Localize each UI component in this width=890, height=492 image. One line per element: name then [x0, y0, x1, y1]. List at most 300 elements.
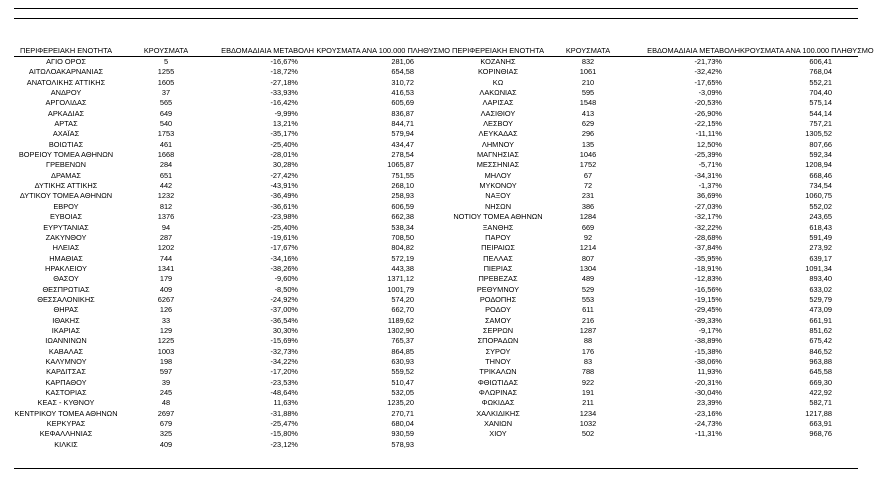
cases-per-100k-cell: 510,47	[391, 377, 414, 387]
table-row	[14, 243, 450, 253]
cases-cell: 1202	[157, 243, 175, 253]
header-rule	[14, 18, 858, 19]
cases-cell: 1548	[579, 98, 597, 108]
region-name-cell: ΒΟΙΩΤΙΑΣ	[48, 139, 84, 149]
weekly-change-cell: -32,22%	[694, 222, 722, 232]
table-row	[450, 243, 858, 253]
cases-cell: 2697	[157, 408, 175, 418]
table-row	[450, 212, 858, 222]
weekly-change-cell: -34,31%	[694, 170, 722, 180]
column-header-cases: ΚΡΟΥΣΜΑΤΑ	[143, 46, 189, 55]
region-name-cell: ΡΕΘΥΜΝΟΥ	[476, 284, 520, 294]
region-name-cell: ΚΕΝΤΡΙΚΟΥ ΤΟΜΕΑ ΑΘΗΝΩΝ	[14, 408, 118, 418]
cases-cell: 540	[159, 119, 173, 129]
weekly-change-cell: -36,61%	[270, 201, 298, 211]
weekly-change-cell: -28,68%	[694, 232, 722, 242]
weekly-change-cell: -38,06%	[694, 356, 722, 366]
cases-per-100k-cell: 618,43	[809, 222, 832, 232]
cases-per-100k-cell: 1189,62	[387, 315, 414, 325]
cases-cell: 1061	[579, 67, 597, 77]
region-name-cell: ΚΕΑΣ - ΚΥΘΝΟΥ	[37, 398, 95, 408]
table-row	[14, 67, 450, 77]
cases-cell: 33	[161, 315, 171, 325]
weekly-change-cell: -34,16%	[270, 253, 298, 263]
region-name-cell: ΘΗΡΑΣ	[53, 305, 79, 315]
weekly-change-cell: -15,69%	[270, 336, 298, 346]
region-name-cell: ΛΑΣΙΘΙΟΥ	[480, 108, 516, 118]
cases-per-100k-cell: 578,93	[391, 439, 414, 449]
cases-cell: 502	[581, 429, 595, 439]
table-row	[450, 233, 858, 243]
weekly-change-cell: 30,30%	[272, 325, 298, 335]
weekly-change-cell: -39,33%	[694, 315, 722, 325]
cases-per-100k-cell: 1235,20	[387, 398, 414, 408]
region-name-cell: ΣΕΡΡΩΝ	[482, 325, 514, 335]
cases-per-100k-cell: 680,04	[391, 419, 414, 429]
cases-cell: 442	[159, 181, 173, 191]
cases-per-100k-cell: 605,69	[391, 98, 414, 108]
column-header-weekly-change: ΕΒΔΟΜΑΔΙΑΙΑ ΜΕΤΑΒΟΛΗ	[647, 46, 740, 55]
cases-per-100k-cell: 661,91	[809, 315, 832, 325]
cases-cell: 72	[583, 181, 593, 191]
cases-per-100k-cell: 663,91	[809, 419, 832, 429]
region-name-cell: ΦΘΙΩΤΙΔΑΣ	[477, 377, 519, 387]
region-name-cell: ΠΑΡΟΥ	[485, 232, 511, 242]
table-row	[14, 140, 450, 150]
weekly-change-cell: -21,73%	[694, 57, 722, 66]
table-row	[450, 336, 858, 346]
weekly-change-cell: -22,15%	[694, 119, 722, 129]
cases-per-100k-cell: 768,04	[809, 67, 832, 77]
table-row	[450, 274, 858, 284]
cases-cell: 231	[581, 191, 595, 201]
weekly-change-cell: -19,61%	[270, 232, 298, 242]
table-row	[450, 367, 858, 377]
cases-cell: 1003	[157, 346, 175, 356]
weekly-change-cell: -16,42%	[270, 98, 298, 108]
region-name-cell: ΚΕΦΑΛΛΗΝΙΑΣ	[39, 429, 93, 439]
table-row	[14, 336, 450, 346]
cases-cell: 386	[581, 201, 595, 211]
weekly-change-cell: -1,37%	[698, 181, 722, 191]
weekly-change-cell: -9,99%	[274, 108, 298, 118]
weekly-change-cell: -25,39%	[694, 150, 722, 160]
region-name-cell: ΑΧΑΪΑΣ	[52, 129, 80, 139]
column-header-cases-per-100k: ΚΡΟΥΣΜΑΤΑ ΑΝΑ 100.000 ΠΛΗΘΥΣΜΟ	[740, 46, 874, 55]
cases-cell: 1753	[157, 129, 175, 139]
cases-cell: 611	[582, 305, 594, 315]
weekly-change-cell: -23,16%	[694, 408, 722, 418]
weekly-change-cell: -25,47%	[270, 419, 298, 429]
table-row	[450, 285, 858, 295]
cases-per-100k-cell: 575,14	[809, 98, 832, 108]
weekly-change-cell: -12,83%	[694, 274, 722, 284]
table-row	[14, 160, 450, 170]
table-row	[450, 119, 858, 129]
cases-cell: 807	[581, 253, 595, 263]
table-row	[450, 88, 858, 98]
cases-per-100k-cell: 844,71	[391, 119, 414, 129]
region-name-cell: ΑΝΔΡΟΥ	[50, 88, 82, 98]
left-header-row	[14, 46, 450, 57]
cases-per-100k-cell: 1060,75	[805, 191, 832, 201]
region-name-cell: ΠΕΙΡΑΙΩΣ	[481, 243, 515, 253]
region-name-cell: ΠΡΕΒΕΖΑΣ	[478, 274, 518, 284]
table-row	[450, 295, 858, 305]
weekly-change-cell: -32,73%	[270, 346, 298, 356]
cases-cell: 129	[159, 325, 173, 335]
table-row	[14, 295, 450, 305]
table-row	[14, 316, 450, 326]
table-row	[14, 57, 450, 68]
region-name-cell: ΧΑΛΚΙΔΙΚΗΣ	[476, 408, 520, 418]
table-row	[450, 357, 858, 367]
table-row	[14, 129, 450, 139]
cases-per-100k-cell: 572,19	[391, 253, 414, 263]
cases-cell: 1032	[579, 419, 597, 429]
region-name-cell: ΜΕΣΣΗΝΙΑΣ	[476, 160, 520, 170]
weekly-change-cell: -9,17%	[698, 325, 722, 335]
cases-per-100k-cell: 1091,34	[805, 263, 832, 273]
weekly-change-cell: -35,17%	[270, 129, 298, 139]
table-row	[450, 409, 858, 419]
region-name-cell: ΔΥΤΙΚΟΥ ΤΟΜΕΑ ΑΘΗΝΩΝ	[19, 191, 113, 201]
cases-per-100k-cell: 606,59	[391, 201, 414, 211]
cases-cell: 409	[159, 439, 173, 449]
region-name-cell: ΑΓΙΟ ΟΡΟΣ	[46, 57, 86, 66]
table-row	[14, 274, 450, 284]
cases-cell: 126	[159, 305, 173, 315]
weekly-change-cell: -35,95%	[694, 253, 722, 263]
weekly-change-cell: -15,38%	[694, 346, 722, 356]
weekly-change-cell: -15,80%	[270, 429, 298, 439]
cases-cell: 210	[581, 77, 595, 87]
cases-cell: 1668	[157, 150, 175, 160]
weekly-change-cell: -20,31%	[694, 377, 722, 387]
cases-cell: 325	[159, 429, 173, 439]
cases-cell: 1225	[157, 336, 175, 346]
table-row	[14, 181, 450, 191]
table-row	[14, 409, 450, 419]
cases-per-100k-cell: 669,30	[809, 377, 832, 387]
cases-cell: 245	[159, 388, 173, 397]
region-name-cell: ΕΒΡΟΥ	[53, 201, 79, 211]
weekly-change-cell: -9,60%	[274, 274, 298, 284]
region-name-cell: ΒΟΡΕΙΟΥ ΤΟΜΕΑ ΑΘΗΝΩΝ	[18, 150, 114, 160]
region-name-cell: ΚΑΡΔΙΤΣΑΣ	[46, 367, 86, 377]
region-name-cell: ΜΥΚΟΝΟΥ	[479, 181, 517, 191]
region-name-cell: ΓΡΕΒΕΝΩΝ	[46, 160, 86, 170]
cases-cell: 92	[583, 232, 593, 242]
table-row	[450, 326, 858, 336]
table-row	[450, 171, 858, 181]
table-row	[450, 67, 858, 77]
weekly-change-cell: 30,28%	[272, 160, 298, 170]
region-name-cell: ΦΩΚΙΔΑΣ	[481, 398, 515, 408]
table-row	[450, 223, 858, 233]
cases-cell: 1214	[579, 243, 597, 253]
weekly-change-cell: -24,92%	[270, 294, 298, 304]
region-name-cell: ΣΑΜΟΥ	[484, 315, 512, 325]
region-name-cell: ΚΑΡΠΑΘΟΥ	[45, 377, 87, 387]
weekly-change-cell: -16,67%	[270, 57, 298, 66]
cases-cell: 529	[581, 284, 595, 294]
cases-per-100k-cell: 582,71	[809, 398, 832, 408]
cases-cell: 409	[159, 284, 173, 294]
weekly-change-cell: -27,18%	[270, 77, 298, 87]
cases-per-100k-cell: 592,34	[809, 150, 832, 160]
cases-per-100k-cell: 968,76	[809, 429, 832, 439]
cases-per-100k-cell: 1371,12	[387, 274, 414, 284]
region-name-cell: ΔΡΑΜΑΣ	[51, 170, 81, 180]
region-name-cell: ΤΗΝΟΥ	[485, 356, 511, 366]
right-table-panel	[450, 46, 874, 440]
weekly-change-cell: 36,69%	[696, 191, 722, 201]
cases-per-100k-cell: 751,55	[391, 170, 414, 180]
table-row	[450, 378, 858, 388]
cases-cell: 461	[159, 139, 173, 149]
cases-cell: 1046	[579, 150, 597, 160]
cases-per-100k-cell: 1217,88	[805, 408, 832, 418]
cases-cell: 284	[159, 160, 173, 170]
cases-cell: 812	[159, 201, 173, 211]
cases-per-100k-cell: 552,21	[809, 77, 832, 87]
cases-cell: 39	[161, 377, 171, 387]
region-name-cell: ΙΘΑΚΗΣ	[52, 315, 80, 325]
cases-cell: 1304	[579, 263, 597, 273]
weekly-change-cell: -18,72%	[270, 67, 298, 77]
cases-per-100k-cell: 1208,94	[805, 160, 832, 170]
cases-per-100k-cell: 422,92	[809, 388, 832, 397]
weekly-change-cell: -48,64%	[270, 388, 298, 397]
cases-per-100k-cell: 591,49	[809, 232, 832, 242]
region-name-cell: ΑΙΤΩΛΟΑΚΑΡΝΑΝΙΑΣ	[28, 67, 104, 77]
weekly-change-cell: -17,67%	[270, 243, 298, 253]
weekly-change-cell: -24,73%	[694, 419, 722, 429]
region-name-cell: ΝΑΞΟΥ	[485, 191, 511, 201]
cases-per-100k-cell: 434,47	[391, 139, 414, 149]
cases-per-100k-cell: 804,82	[391, 243, 414, 253]
region-name-cell: ΛΑΚΩΝΙΑΣ	[479, 88, 517, 98]
table-row	[450, 429, 858, 439]
table-row	[14, 88, 450, 98]
table-row	[450, 98, 858, 108]
table-row	[14, 191, 450, 201]
region-name-cell: ΑΝΑΤΟΛΙΚΗΣ ΑΤΤΙΚΗΣ	[26, 77, 106, 87]
weekly-change-cell: -28,01%	[270, 150, 298, 160]
region-name-cell: ΝΟΤΙΟΥ ΤΟΜΕΑ ΑΘΗΝΩΝ	[453, 212, 543, 222]
weekly-change-cell: -38,89%	[694, 336, 722, 346]
region-name-cell: ΣΥΡΟΥ	[485, 346, 511, 356]
region-name-cell: ΜΗΛΟΥ	[484, 170, 512, 180]
table-row	[450, 347, 858, 357]
weekly-change-cell: -17,65%	[694, 77, 722, 87]
weekly-change-cell: -32,17%	[694, 212, 722, 222]
table-row	[14, 285, 450, 295]
region-name-cell: ΝΗΣΩΝ	[484, 201, 512, 211]
table-row	[14, 202, 450, 212]
cases-per-100k-cell: 757,21	[809, 119, 832, 129]
cases-per-100k-cell: 1305,52	[805, 129, 832, 139]
weekly-change-cell: -26,90%	[694, 108, 722, 118]
region-name-cell: ΘΕΣΠΡΩΤΙΑΣ	[42, 284, 90, 294]
cases-per-100k-cell: 529,79	[809, 294, 832, 304]
cases-per-100k-cell: 963,88	[809, 356, 832, 366]
column-header-region: ΠΕΡΙΦΕΡΕΙΑΚΗ ΕΝΟΤΗΤΑ	[452, 46, 544, 55]
region-name-cell: ΗΡΑΚΛΕΙΟΥ	[45, 263, 87, 273]
cases-cell: 565	[159, 98, 173, 108]
table-row	[14, 150, 450, 160]
cases-cell: 413	[581, 108, 595, 118]
weekly-change-cell: 11,93%	[697, 367, 722, 377]
right-cases-table	[450, 46, 874, 440]
region-name-cell: ΦΛΩΡΙΝΑΣ	[478, 388, 518, 397]
region-name-cell: ΕΥΡΥΤΑΝΙΑΣ	[43, 222, 89, 232]
left-table-panel	[14, 46, 450, 450]
table-row	[14, 440, 450, 450]
cases-cell: 649	[159, 108, 173, 118]
cases-cell: 5	[163, 57, 169, 66]
region-name-cell: ΤΡΙΚΑΛΩΝ	[479, 367, 517, 377]
weekly-change-cell: 23,39%	[696, 398, 722, 408]
cases-cell: 1376	[157, 212, 175, 222]
region-name-cell: ΚΑΛΥΜΝΟΥ	[45, 356, 87, 366]
cases-per-100k-cell: 258,93	[391, 191, 414, 201]
cases-cell: 489	[581, 274, 595, 284]
cases-cell: 1287	[579, 325, 597, 335]
cases-per-100k-cell: 645,58	[809, 367, 832, 377]
bottom-rule	[14, 468, 858, 469]
table-row	[450, 181, 858, 191]
cases-cell: 1341	[157, 263, 175, 273]
weekly-change-cell: -5,71%	[698, 160, 722, 170]
cases-cell: 1605	[157, 77, 175, 87]
cases-cell: 191	[581, 388, 595, 397]
cases-cell: 88	[583, 336, 593, 346]
cases-cell: 651	[159, 170, 173, 180]
cases-per-100k-cell: 734,54	[809, 181, 832, 191]
region-name-cell: ΚΟΡΙΝΘΙΑΣ	[477, 67, 519, 77]
cases-cell: 1255	[157, 67, 175, 77]
region-name-cell: ΚΙΛΚΙΣ	[54, 439, 78, 449]
cases-per-100k-cell: 864,85	[391, 346, 414, 356]
right-header-row	[450, 46, 858, 57]
weekly-change-cell: -29,45%	[694, 305, 722, 315]
table-row	[14, 223, 450, 233]
weekly-change-cell: -27,42%	[270, 170, 298, 180]
region-name-cell: ΞΑΝΘΗΣ	[482, 222, 514, 232]
weekly-change-cell: -3,09%	[698, 88, 722, 98]
table-row	[450, 109, 858, 119]
region-name-cell: ΑΡΤΑΣ	[54, 119, 78, 129]
region-name-cell: ΚΟΖΑΝΗΣ	[480, 57, 516, 66]
cases-per-100k-cell: 532,05	[391, 388, 414, 397]
weekly-change-cell: -16,56%	[694, 284, 722, 294]
weekly-change-cell: -20,53%	[694, 98, 722, 108]
table-row	[14, 347, 450, 357]
weekly-change-cell: -38,26%	[270, 263, 298, 273]
cases-per-100k-cell: 538,34	[391, 222, 414, 232]
cases-per-100k-cell: 243,65	[809, 212, 832, 222]
cases-per-100k-cell: 1302,90	[387, 325, 414, 335]
cases-per-100k-cell: 930,59	[391, 429, 414, 439]
cases-cell: 6267	[157, 294, 175, 304]
cases-per-100k-cell: 851,62	[809, 325, 832, 335]
table-row	[14, 378, 450, 388]
cases-per-100k-cell: 1001,79	[387, 284, 414, 294]
region-name-cell: ΔΥΤΙΚΗΣ ΑΤΤΙΚΗΣ	[34, 181, 98, 191]
region-name-cell: ΖΑΚΥΝΘΟΥ	[45, 232, 87, 242]
region-name-cell: ΡΟΔΟΥ	[485, 305, 511, 315]
table-row	[450, 264, 858, 274]
table-row	[450, 398, 858, 408]
table-row	[14, 98, 450, 108]
weekly-change-cell: -34,22%	[270, 356, 298, 366]
weekly-change-cell: -23,53%	[270, 377, 298, 387]
column-header-region: ΠΕΡΙΦΕΡΕΙΑΚΗ ΕΝΟΤΗΤΑ	[20, 46, 112, 55]
weekly-change-cell: -32,42%	[694, 67, 722, 77]
cases-per-100k-cell: 668,46	[809, 170, 832, 180]
cases-cell: 48	[161, 398, 171, 408]
table-row	[14, 398, 450, 408]
region-name-cell: ΛΕΣΒΟΥ	[483, 119, 513, 129]
region-name-cell: ΧΑΝΙΩΝ	[483, 419, 513, 429]
cases-cell: 135	[581, 139, 595, 149]
left-table-body	[14, 57, 450, 451]
cases-cell: 179	[159, 274, 173, 284]
cases-per-100k-cell: 281,06	[391, 57, 414, 66]
cases-cell: 1232	[157, 191, 175, 201]
cases-per-100k-cell: 443,38	[391, 263, 414, 273]
region-name-cell: ΘΕΣΣΑΛΟΝΙΚΗΣ	[37, 294, 95, 304]
cases-cell: 198	[159, 356, 173, 366]
top-rule	[14, 8, 858, 9]
weekly-change-cell: -43,91%	[270, 181, 298, 191]
weekly-change-cell: -33,93%	[270, 88, 298, 98]
table-row	[450, 140, 858, 150]
table-row	[14, 233, 450, 243]
table-row	[14, 367, 450, 377]
cases-per-100k-cell: 893,40	[809, 274, 832, 284]
table-row	[14, 357, 450, 367]
region-name-cell: ΚΑΒΑΛΑΣ	[48, 346, 84, 356]
table-row	[450, 191, 858, 201]
cases-cell: 37	[161, 88, 171, 98]
table-row	[450, 57, 858, 68]
region-name-cell: ΙΚΑΡΙΑΣ	[51, 325, 81, 335]
table-row	[450, 316, 858, 326]
table-row	[14, 212, 450, 222]
region-name-cell: ΗΛΕΙΑΣ	[52, 243, 80, 253]
cases-cell: 287	[159, 232, 173, 242]
region-name-cell: ΧΙΟΥ	[489, 429, 507, 439]
region-name-cell: ΛΑΡΙΣΑΣ	[482, 98, 514, 108]
region-name-cell: ΛΕΥΚΑΔΑΣ	[478, 129, 518, 139]
cases-cell: 679	[159, 419, 173, 429]
table-row	[450, 254, 858, 264]
cases-cell: 1234	[579, 408, 597, 418]
cases-per-100k-cell: 574,20	[391, 294, 414, 304]
cases-per-100k-cell: 662,70	[391, 305, 414, 315]
table-row	[14, 264, 450, 274]
table-row	[450, 202, 858, 212]
region-name-cell: ΠΕΛΛΑΣ	[483, 253, 513, 263]
table-row	[14, 119, 450, 129]
weekly-change-cell: -11,31%	[695, 429, 722, 439]
table-row	[450, 388, 858, 398]
weekly-change-cell: -19,15%	[694, 294, 722, 304]
weekly-change-cell: -37,84%	[694, 243, 722, 253]
